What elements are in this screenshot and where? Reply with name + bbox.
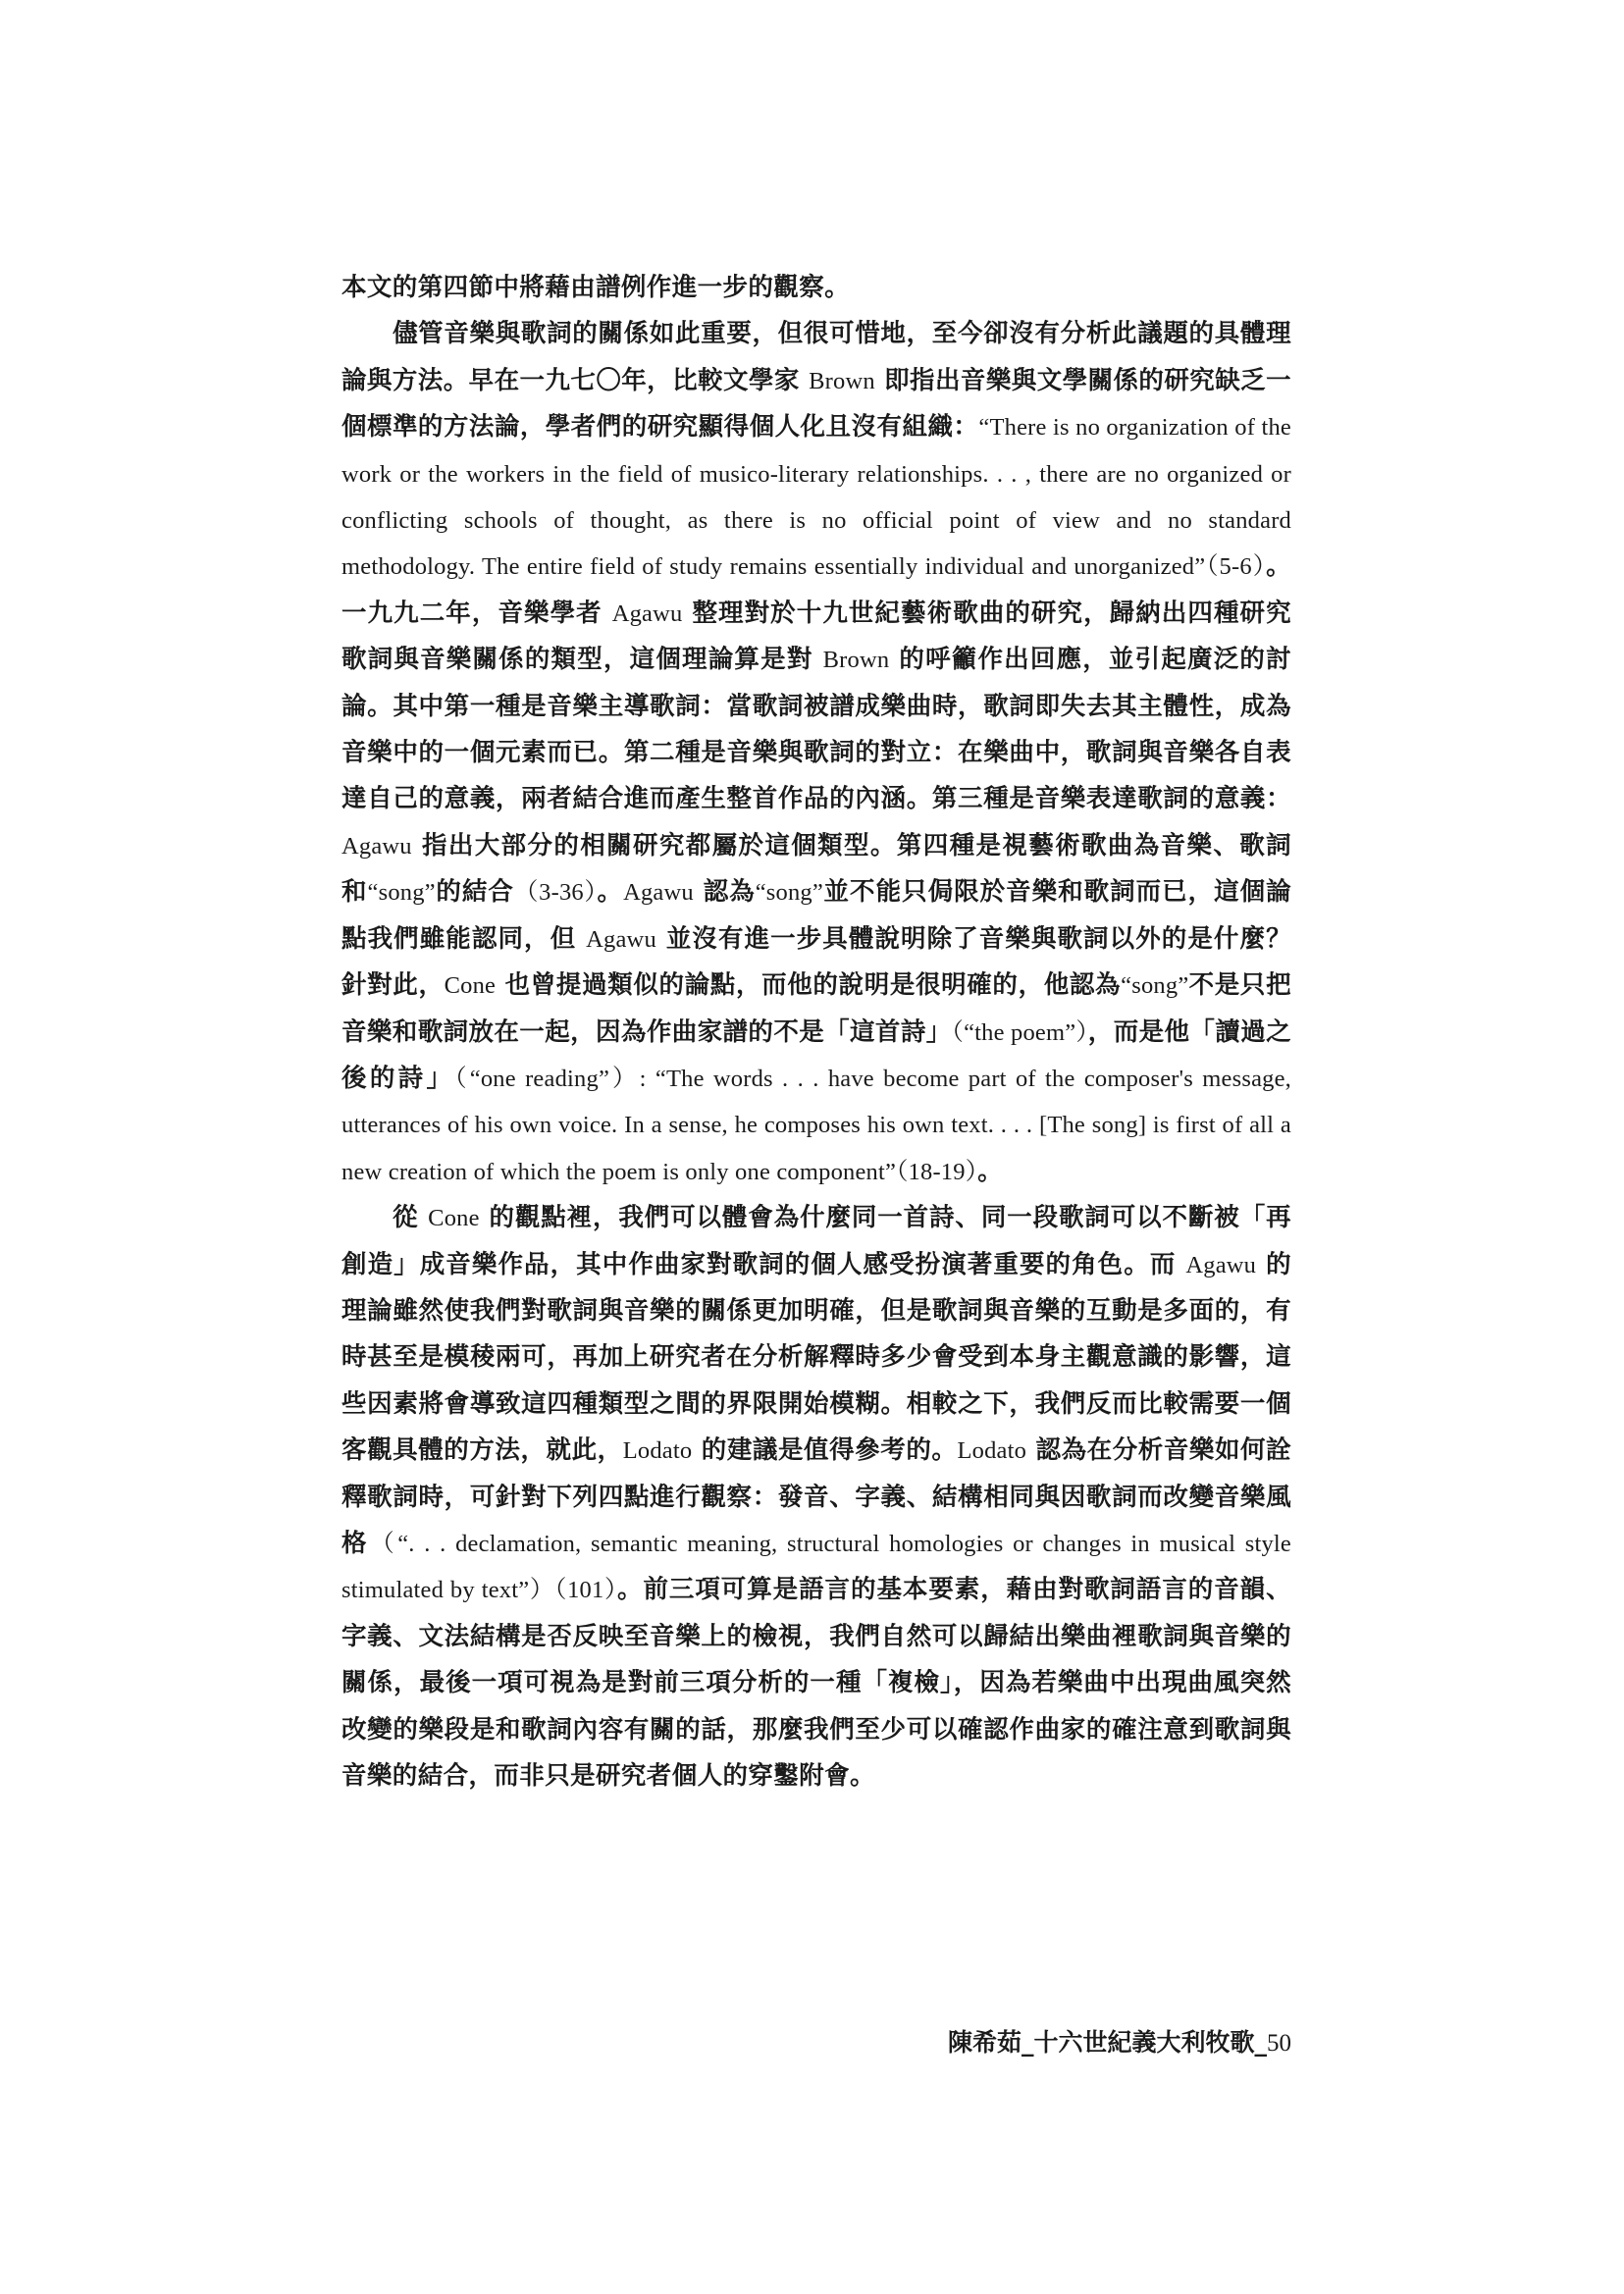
author-name: Agawu: [1185, 1251, 1257, 1278]
quoted-term: （“the poem”）: [951, 1018, 1088, 1046]
paragraph-1-text: 本文的第四節中將藉由譜例作進一步的觀察。: [341, 273, 851, 302]
text-run: ，而是他「讀過之後的詩」: [341, 1017, 1292, 1093]
paragraph-3: [341, 1195, 1291, 1799]
author-name: Brown: [809, 367, 875, 394]
text-run: 。前三項可算是語言的基本要素，藉由對歌詞語言的音韻、字義、文法結構是否反映至音樂上的檢視，我們自然可以歸結出樂曲裡歌詞與音樂的關係，最後一項可視為是對前三項分析的一種「複檢」，因為若樂曲中出現曲風突然改變的樂段是和歌詞內容有關的話，那麼我們至少可以確認作曲家的確注意到歌詞與音樂的結合，而非只是研究者個人的穿鑿附會。: [341, 1575, 1292, 1791]
author-name: Cone: [428, 1205, 480, 1232]
text-run: 認為: [693, 877, 756, 908]
quoted-term: “song”: [755, 879, 823, 907]
quoted-term: “song”: [1121, 972, 1189, 1000]
author-name: Lodato: [957, 1437, 1027, 1465]
page-footer: [948, 2023, 1291, 2059]
paragraph-1: [341, 265, 1291, 311]
author-name: Agawu: [611, 600, 683, 627]
text-run: 儘管音樂與歌詞的關係如此重要，但很可惜地，至今卻沒有分析此議題的具體理論與方法。早在一九七〇年，比較文學家: [341, 319, 1291, 395]
author-name: Agawu: [586, 925, 656, 953]
text-run: 認為在分析音樂如何詮釋歌詞時，可針對下列四點進行觀察：發音、字義、結構相同與因歌詞而改變音樂風格: [341, 1435, 1292, 1558]
paragraph-2: [341, 311, 1291, 1195]
text-run: 整理對於十九世紀藝術歌曲的研究，歸納出四種研究歌詞與音樂關係的類型，這個理論算是對: [341, 598, 1292, 675]
author-name: Agawu: [623, 879, 694, 907]
text-run: 的結合: [435, 877, 514, 908]
text-run: 的理論雖然使我們對歌詞與音樂的關係更加明確，但是歌詞與音樂的互動是多面的，有時甚至是模稜兩可，再加上研究者在分析解釋時多少會受到本身主觀意識的影響，這些因素將會導致這四種類型之間的界限開始模糊。相較之下，我們反而比較需要一個客觀具體的方法，就此，: [341, 1249, 1291, 1466]
text-run: 的建議是值得參考的。: [692, 1435, 958, 1466]
text-run: 不是只把音樂和歌詞放在一起，因為作曲家譜的不是「這首詩」: [341, 970, 1291, 1047]
text-run: 也曾提過類似的論點，而他的說明是很明確的，他認為: [496, 970, 1122, 1001]
quoted-term: “song”: [367, 879, 436, 907]
citation: （18-19）: [896, 1158, 978, 1185]
text-run: 並沒有進一步具體說明除了音樂與歌詞以外的是什麼？針對此，: [341, 923, 1291, 1001]
english-quote: : “The words . . . have become part of the composer's message, utterances of his own voice. In a sense, he composes his own text. . . . [The song] is first of all a new creation of which the poem is only one component”: [341, 1065, 1291, 1185]
text-run: 的觀點裡，我們可以體會為什麼同一首詩、同一段歌詞可以不斷被「再創造」成音樂作品，其中作曲家對歌詞的個人感受扮演著重要的角色。而: [341, 1203, 1291, 1279]
text-run: 即指出音樂與文學關係的研究缺乏一個標準的方法論，學者們的研究顯得個人化且沒有組織：: [341, 365, 1291, 443]
author-name: Lodato: [622, 1437, 693, 1465]
author-name: Agawu: [341, 832, 412, 860]
text-run: 並不能只侷限於音樂和歌詞而已，這個論點我們雖能認同，但: [341, 877, 1292, 954]
text-run: 。: [597, 877, 624, 908]
quoted-term: （“one reading”）: [454, 1065, 640, 1092]
text-run: 。: [977, 1156, 1004, 1186]
document-body: [341, 265, 1291, 1799]
citation: （101）: [554, 1577, 617, 1604]
citation: （5-6）: [1205, 553, 1267, 581]
author-name: Brown: [822, 647, 890, 674]
text-run: 從: [393, 1203, 429, 1233]
text-run: 。一九九二年，音樂學者: [341, 551, 1291, 628]
author-name: Cone: [444, 972, 497, 1000]
citation: （3-36）: [513, 879, 598, 907]
page-number: 50: [1267, 2030, 1291, 2057]
english-quote: （“. . . declamation, semantic meaning, structural homologies or changes in musical style stimulated by text”）: [341, 1530, 1291, 1604]
text-run: 的呼籲作出回應，並引起廣泛的討論。其中第一種是音樂主導歌詞：當歌詞被譜成樂曲時，歌詞即失去其主體性，成為音樂中的一個元素而已。第二種是音樂與歌詞的對立：在樂曲中，歌詞與音樂各自表達自己的意義，兩者結合進而產生整首作品的內涵。第三種是音樂表達歌詞的意義：: [341, 645, 1292, 814]
footer-label: 陳希茹_十六世紀義大利牧歌_: [947, 2028, 1267, 2057]
english-quote: “There is no organization of the work or the workers in the field of musico-literary relationships. . . , there are no organized or conflicting schools of thought, as there is no official point of view and no standard methodology. The entire field of study remains essentially individual and unorganized”: [341, 414, 1291, 581]
text-run: 指出大部分的相關研究都屬於這個類型。第四種是視藝術歌曲為音樂、歌詞和: [341, 830, 1291, 908]
